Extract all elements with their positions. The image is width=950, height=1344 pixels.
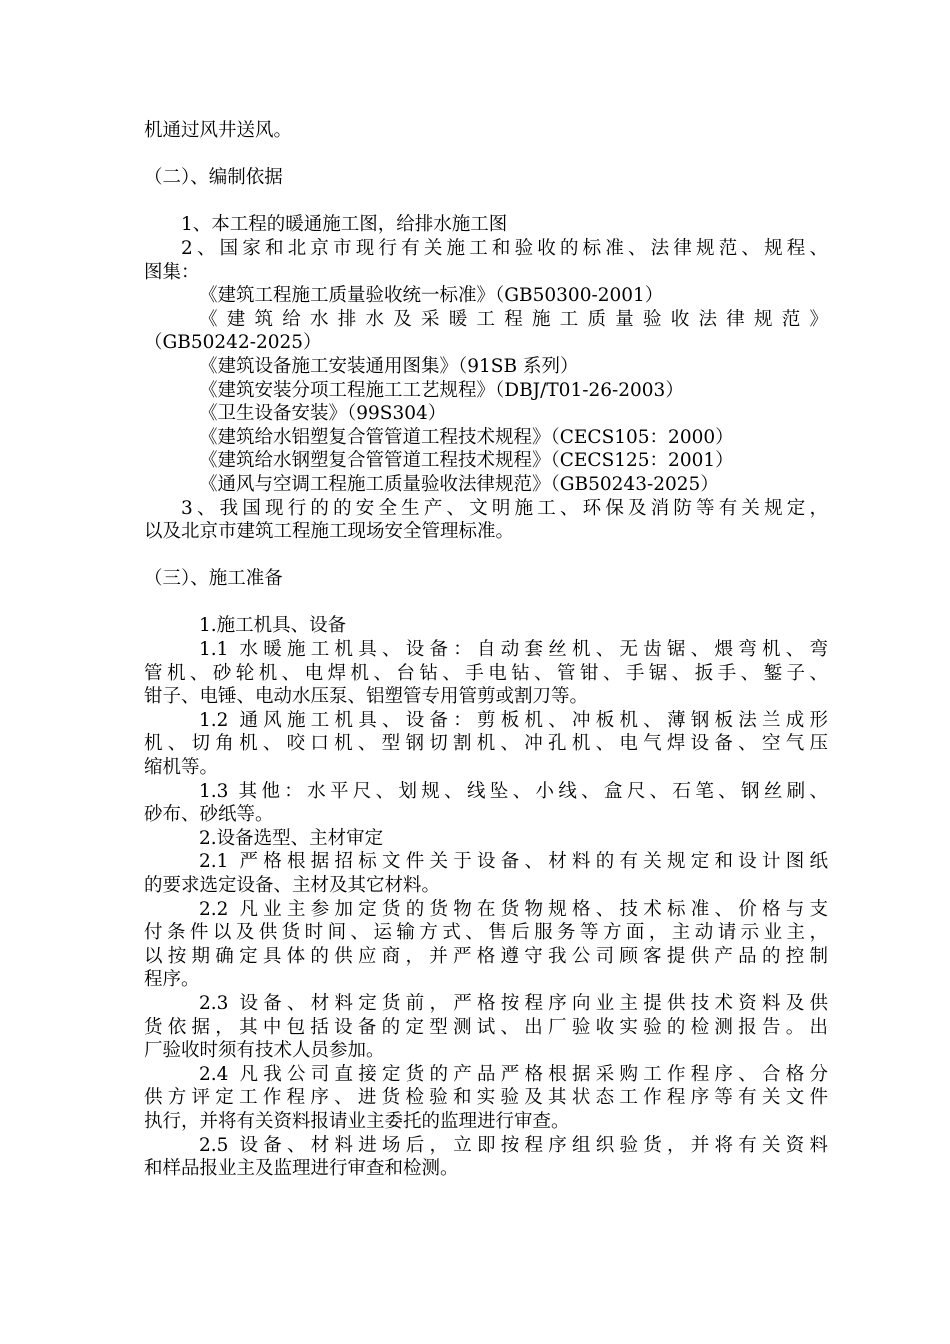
text-line: 机、切角机、咬口机、型钢切割机、冲孔机、电气焊设备、空气压 (144, 733, 828, 755)
text-line: 厂验收时须有技术人员参加。 (144, 1040, 385, 1062)
standard-item: 《通风与空调工程施工质量验收法律规范》（GB50243-2025） (199, 473, 719, 495)
blank-line (144, 544, 828, 568)
text-line: 钳子、电锤、电动水压泵、铝塑管专用管剪或割刀等。 (144, 686, 589, 708)
standard-item: 《建筑设备施工安装通用图集》（91SB 系列） (199, 355, 579, 377)
standard-item: 《建筑工程施工质量验收统一标准》（GB50300-2001） (199, 285, 664, 307)
text-line: 1、本工程的暖通施工图，给排水施工图 (181, 214, 508, 236)
text-line: 1.3 其他：水平尺、划规、线坠、小线、盒尺、石笔、钢丝刷、 (199, 780, 828, 802)
section-heading-3: （三）、施工准备 (144, 568, 283, 590)
standard-item: 《卫生设备安装》（99S304） (199, 403, 447, 425)
text-line: 2、国家和北京市现行有关施工和验收的标准、法律规范、规程、 (181, 237, 828, 259)
standard-item: （GB50242-2025） (144, 332, 322, 354)
text-line: 1.1 水暖施工机具、设备：自动套丝机、无齿锯、煨弯机、弯 (199, 639, 828, 661)
subsection-heading: 1.施工机具、设备 (199, 615, 347, 637)
text-line: 程序。 (144, 969, 200, 991)
standard-item: 《建筑安装分项工程施工工艺规程》（DBJ/T01-26-2003） (199, 379, 684, 401)
standard-item: 《建筑给水排水及采暖工程施工质量验收法律规范》 (199, 308, 828, 330)
standard-item: 《建筑给水钢塑复合管管道工程技术规程》（CECS125：2001） (199, 450, 734, 472)
blank-line (144, 143, 828, 167)
text-line: 付条件以及供货时间、运输方式、售后服务等方面，主动请示业主， (144, 922, 828, 944)
text-line: 缩机等。 (144, 757, 219, 779)
blank-line (144, 190, 828, 214)
subsection-heading: 2.设备选型、主材审定 (199, 827, 384, 849)
section-heading-2: （二）、编制依据 (144, 167, 283, 189)
text-line: 供方评定工作程序、进货检验和实验及其状态工作程序等有关文件 (144, 1087, 828, 1109)
document-page (144, 119, 828, 1181)
text-line: 2.2 凡业主参加定货的货物在货物规格、技术标准、价格与支 (199, 898, 828, 920)
text-line: 图集： (144, 261, 200, 283)
text-line: 2.1 严格根据招标文件关于设备、材料的有关规定和设计图纸 (199, 851, 828, 873)
text-line: 3、我国现行的的安全生产、文明施工、环保及消防等有关规定， (181, 497, 828, 519)
text-line: 2.4 凡我公司直接定货的产品严格根据采购工作程序、合格分 (199, 1063, 828, 1085)
text-line: 砂布、砂纸等。 (144, 804, 274, 826)
text-line: 2.5 设备、材料进场后，立即按程序组织验货，并将有关资料 (199, 1134, 828, 1156)
text-line: 的要求选定设备、主材及其它材料。 (144, 875, 441, 896)
text-line: 和样品报业主及监理进行审查和检测。 (144, 1158, 459, 1180)
standard-item: 《建筑给水铝塑复合管管道工程技术规程》（CECS105：2000） (199, 426, 734, 448)
text-line: 2.3 设备、材料定货前，严格按程序向业主提供技术资料及供 (199, 992, 828, 1014)
text-line: 以及北京市建筑工程施工现场安全管理标准。 (144, 521, 515, 543)
text-line: 以按期确定具体的供应商，并严格遵守我公司顾客提供产品的控制 (144, 945, 828, 967)
text-line: 管机、砂轮机、电焊机、台钻、手电钻、管钳、手锯、扳手、錾子、 (144, 662, 828, 684)
blank-line (144, 591, 828, 615)
text-line: 货依据，其中包括设备的定型测试、出厂验收实验的检测报告。出 (144, 1016, 828, 1038)
text-line: 执行，并将有关资料报请业主委托的监理进行审查。 (144, 1110, 570, 1132)
text-line: 1.2 通风施工机具、设备：剪板机、冲板机、薄钢板法兰成形 (199, 709, 828, 731)
text-line: 机通过风井送风。 (144, 120, 293, 141)
